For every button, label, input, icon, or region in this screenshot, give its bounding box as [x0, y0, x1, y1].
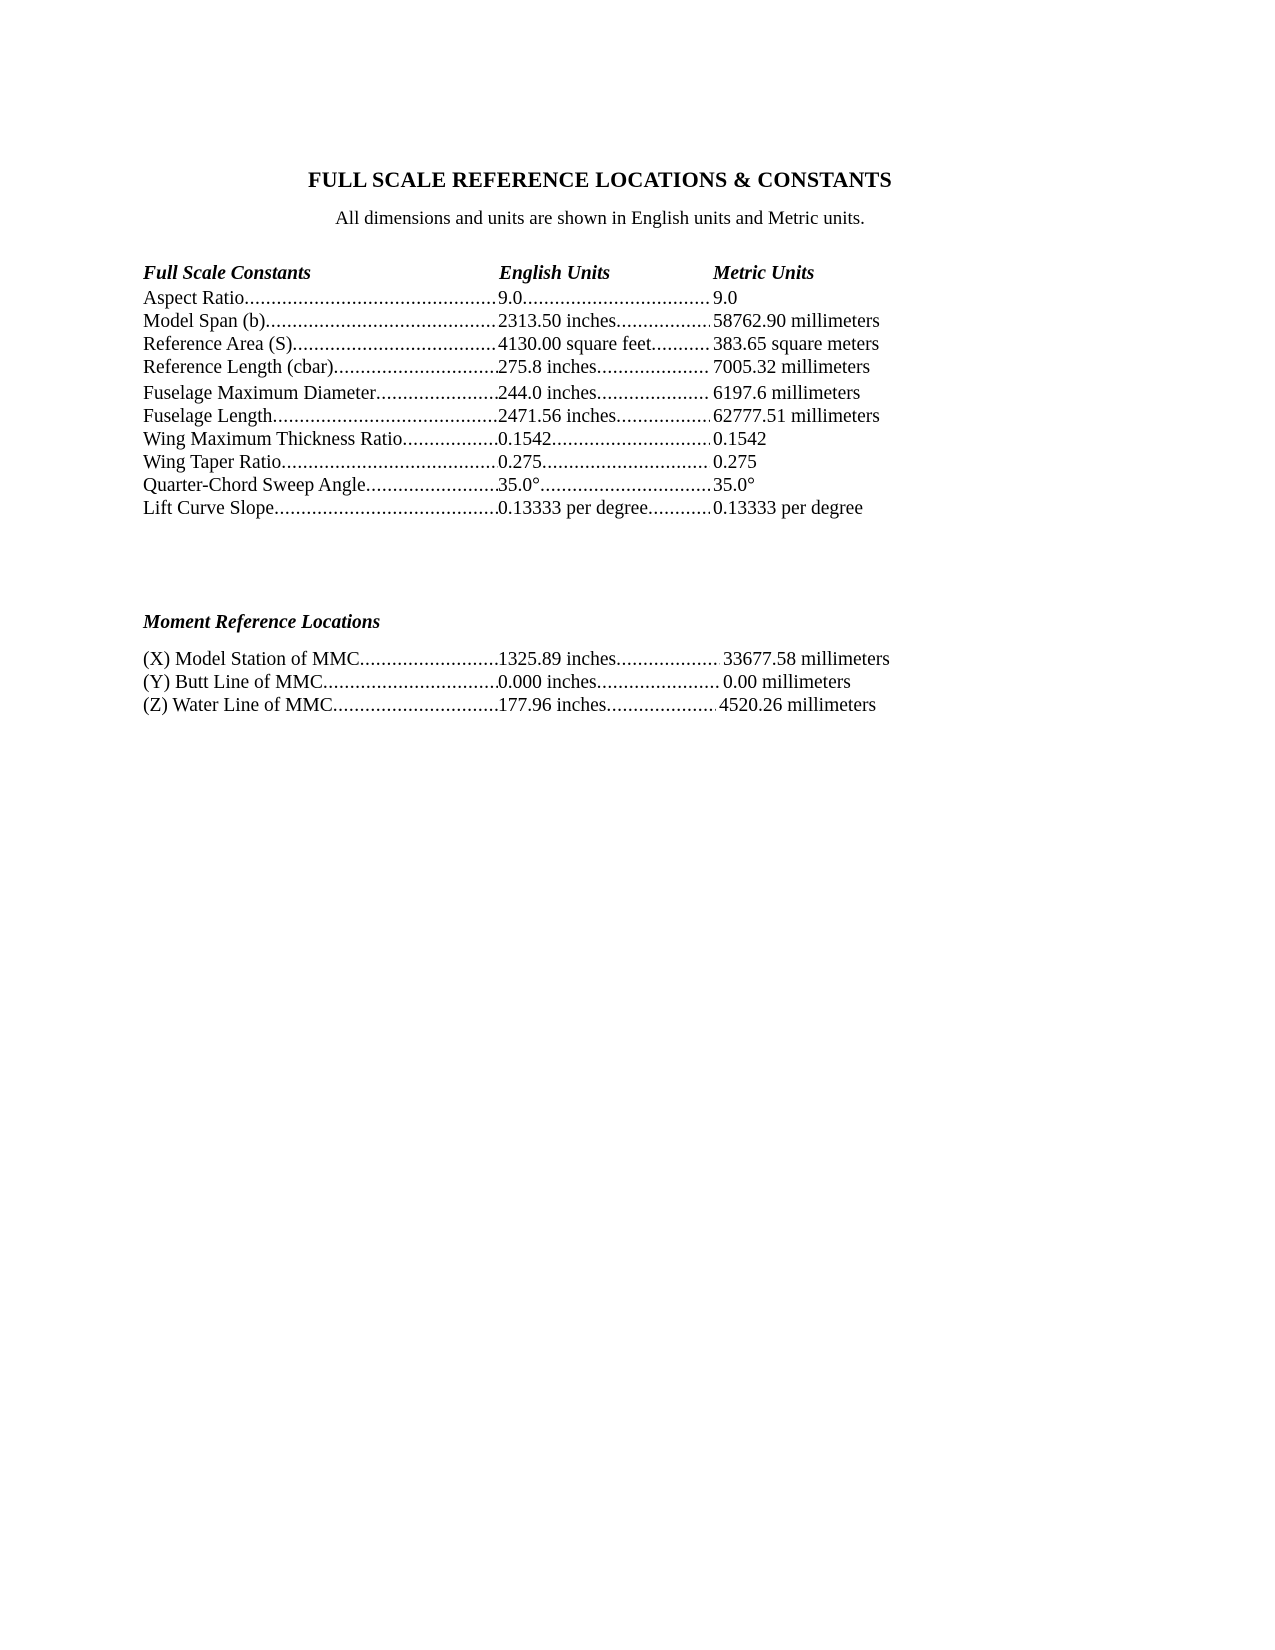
english-value: 1325.89 inches [498, 649, 617, 670]
metric-value: 4520.26 millimeters [719, 695, 877, 716]
constant-label: Aspect Ratio [143, 288, 245, 309]
english-value: 0.13333 per degree [498, 498, 648, 519]
english-value: 0.000 inches [498, 672, 597, 693]
leader-dots [522, 287, 710, 310]
page-subtitle: All dimensions and units are shown in English units and Metric units. [335, 208, 865, 229]
constant-label: Wing Taper Ratio [143, 452, 282, 473]
constant-label: Wing Maximum Thickness Ratio [143, 429, 403, 450]
leader-dots [281, 451, 498, 474]
leader-dots [648, 497, 710, 520]
constant-label: Lift Curve Slope [143, 498, 275, 519]
metric-value: 7005.32 millimeters [713, 357, 871, 378]
moment-row-y [143, 671, 903, 694]
leader-dots [597, 356, 710, 379]
moment-label: (Y) Butt Line of MMC [143, 672, 323, 693]
metric-value: 62777.51 millimeters [713, 406, 880, 427]
leader-dots [360, 648, 498, 671]
moments-section [143, 612, 903, 717]
constant-row-fuselage-length [143, 405, 903, 428]
leader-dots [272, 405, 498, 428]
english-value: 244.0 inches [498, 383, 597, 404]
leader-dots [542, 451, 710, 474]
metric-value: 58762.90 millimeters [713, 311, 880, 332]
leader-dots [616, 310, 710, 333]
metric-value: 6197.6 millimeters [713, 383, 861, 404]
metric-value: 383.65 square meters [713, 334, 880, 355]
moment-label: (X) Model Station of MMC [143, 649, 360, 670]
constant-row-fuselage-max-diameter [143, 382, 903, 405]
english-value: 4130.00 square feet [498, 334, 652, 355]
constant-row-wing-taper-ratio [143, 451, 903, 474]
leader-dots [651, 333, 710, 356]
leader-dots [292, 333, 498, 356]
moments-header-row [143, 612, 903, 636]
metric-value: 35.0° [713, 475, 755, 496]
metric-value: 9.0 [713, 288, 738, 309]
leader-dots [402, 428, 498, 451]
moments-header-label: Moment Reference Locations [143, 612, 381, 633]
metric-value: 0.1542 [713, 429, 767, 450]
leader-dots [334, 356, 498, 379]
constant-row-sweep-angle [143, 474, 903, 497]
leader-dots [274, 497, 498, 520]
english-value: 35.0° [498, 475, 540, 496]
english-value: 177.96 inches [498, 695, 607, 716]
moment-row-z [143, 694, 903, 717]
leader-dots [366, 474, 498, 497]
leader-dots [333, 694, 498, 717]
constant-row-aspect-ratio [143, 287, 903, 310]
english-value: 275.8 inches [498, 357, 597, 378]
english-value: 9.0 [498, 288, 523, 309]
leader-dots [616, 405, 710, 428]
leader-dots [323, 671, 498, 694]
constant-label: Quarter-Chord Sweep Angle [143, 475, 366, 496]
constants-header-row [143, 263, 903, 287]
page-title: FULL SCALE REFERENCE LOCATIONS & CONSTANTS [308, 167, 892, 192]
constant-row-model-span [143, 310, 903, 333]
constant-row-reference-length [143, 356, 903, 379]
constant-row-reference-area [143, 333, 903, 356]
moment-row-x [143, 648, 903, 671]
constant-label: Reference Length (cbar) [143, 357, 334, 378]
constants-section [143, 263, 903, 520]
leader-dots [606, 694, 716, 717]
constant-row-lift-curve-slope [143, 497, 903, 520]
constant-label: Fuselage Length [143, 406, 273, 427]
leader-dots [597, 382, 710, 405]
leader-dots [244, 287, 498, 310]
constant-label: Fuselage Maximum Diameter [143, 383, 376, 404]
constant-label: Reference Area (S) [143, 334, 293, 355]
metric-value: 0.13333 per degree [713, 498, 863, 519]
leader-dots [616, 648, 720, 671]
english-value: 2313.50 inches [498, 311, 617, 332]
constant-label: Model Span (b) [143, 311, 266, 332]
leader-dots [376, 382, 498, 405]
english-value: 0.1542 [498, 429, 552, 450]
moment-label: (Z) Water Line of MMC [143, 695, 333, 716]
english-value: 2471.56 inches [498, 406, 617, 427]
english-units-header: English Units [499, 263, 611, 284]
metric-units-header: Metric Units [713, 263, 815, 284]
metric-value: 0.275 [713, 452, 757, 473]
leader-dots [540, 474, 710, 497]
english-value: 0.275 [498, 452, 542, 473]
metric-value: 33677.58 millimeters [723, 649, 890, 670]
leader-dots [265, 310, 498, 333]
constant-row-wing-thickness-ratio [143, 428, 903, 451]
constants-header-label: Full Scale Constants [143, 263, 311, 284]
leader-dots [597, 671, 720, 694]
leader-dots [552, 428, 710, 451]
metric-value: 0.00 millimeters [723, 672, 851, 693]
